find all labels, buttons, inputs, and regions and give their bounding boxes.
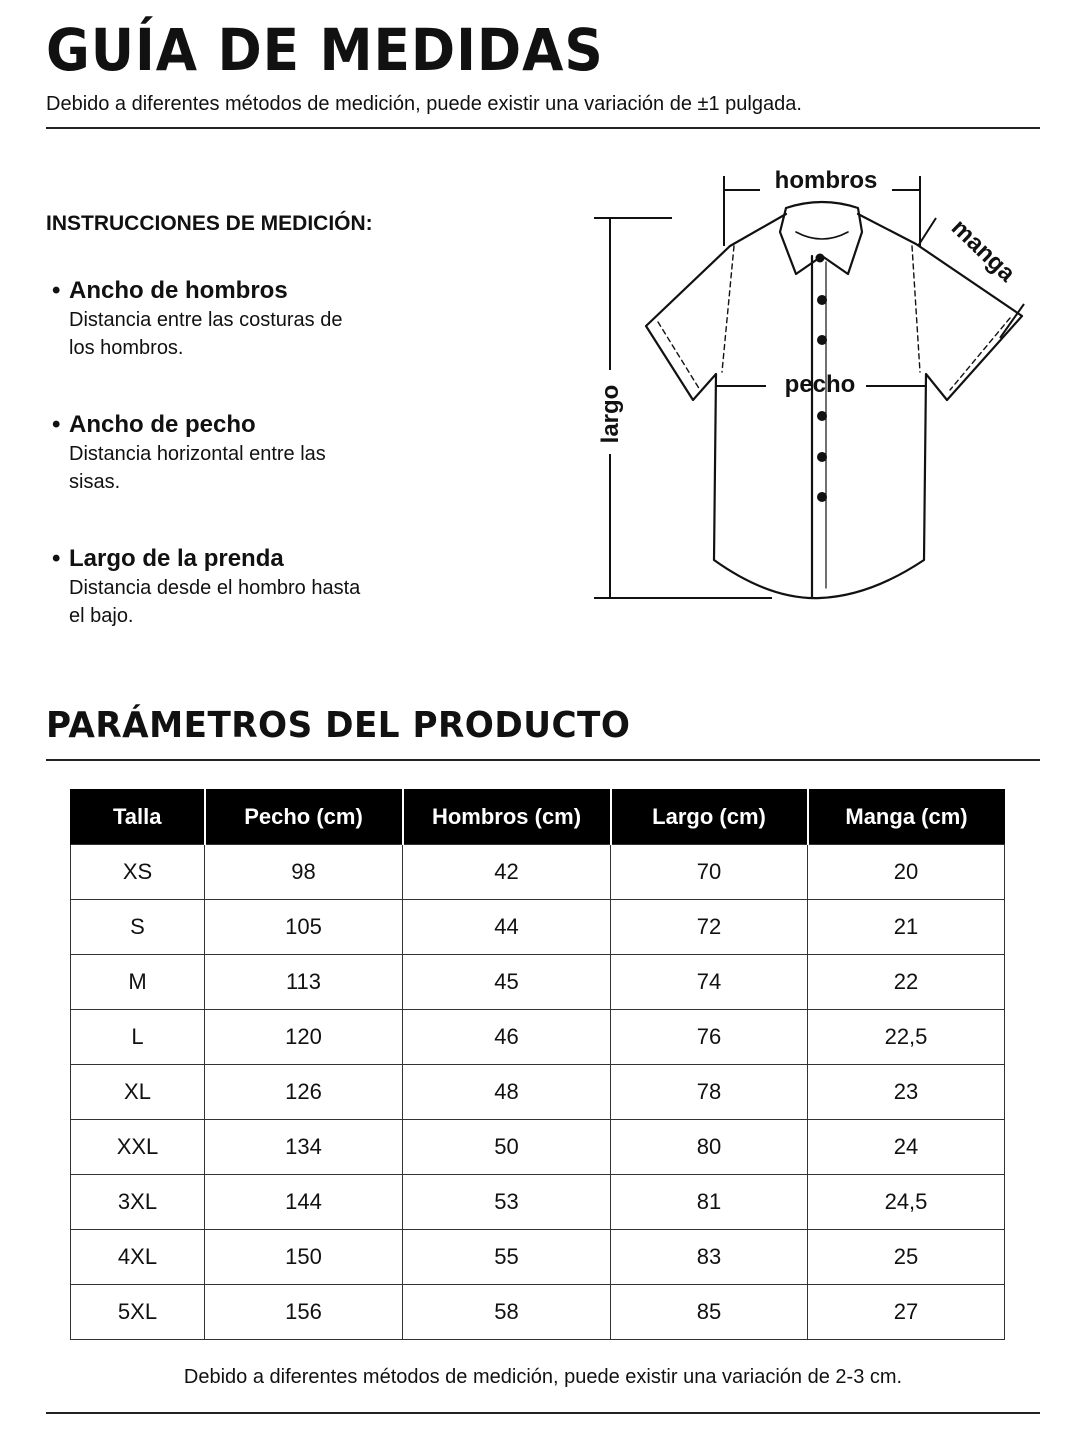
table-cell: 134 [205, 1120, 403, 1175]
table-cell: 48 [403, 1065, 611, 1120]
table-cell: 5XL [71, 1285, 205, 1340]
instruction-name: Ancho de pecho [69, 411, 256, 438]
instruction-name: Ancho de hombros [69, 277, 288, 304]
table-cell: 25 [808, 1230, 1005, 1285]
table-row [71, 1230, 1005, 1285]
table-row [71, 1175, 1005, 1230]
column-header: Pecho (cm) [205, 789, 403, 845]
page-subtitle: Debido a diferentes métodos de medición, puede existir una variación de ±1 pulgada. [46, 93, 802, 115]
label-chest: pecho [784, 371, 856, 398]
divider [46, 127, 1040, 129]
table-cell: 27 [808, 1285, 1005, 1340]
table-row [71, 1120, 1005, 1175]
instruction-item-chest [52, 410, 412, 496]
table-cell: 150 [205, 1230, 403, 1285]
table-header-row [71, 789, 1005, 845]
table-cell: 72 [611, 900, 808, 955]
instruction-desc: Distancia desde el hombro hasta el bajo. [69, 577, 361, 627]
table-cell: 22,5 [808, 1010, 1005, 1065]
shirt-diagram [580, 160, 1040, 620]
label-shoulders: hombros [774, 167, 878, 194]
table-cell: 50 [403, 1120, 611, 1175]
table-cell: 126 [205, 1065, 403, 1120]
table-cell: 58 [403, 1285, 611, 1340]
table-cell: 45 [403, 955, 611, 1010]
table-cell: 23 [808, 1065, 1005, 1120]
footnote: Debido a diferentes métodos de medición, puede existir una variación de 2-3 cm. [183, 1366, 903, 1388]
table-cell: 22 [808, 955, 1005, 1010]
instructions-heading: INSTRUCCIONES DE MEDICIÓN: [46, 212, 373, 235]
instruction-name: Largo de la prenda [69, 545, 284, 572]
table-cell: 80 [611, 1120, 808, 1175]
table-cell: 20 [808, 845, 1005, 900]
bullet-icon: • [52, 411, 61, 438]
table-cell: S [71, 900, 205, 955]
table-cell: 53 [403, 1175, 611, 1230]
column-header: Talla [71, 789, 205, 845]
divider [46, 1412, 1040, 1414]
table-cell: L [71, 1010, 205, 1065]
table-cell: 81 [611, 1175, 808, 1230]
table-cell: 4XL [71, 1230, 205, 1285]
table-cell: 24,5 [808, 1175, 1005, 1230]
label-sleeve: manga [946, 214, 1021, 288]
instruction-desc: Distancia horizontal entre las sisas. [69, 443, 326, 493]
instruction-item-shoulders [52, 276, 412, 362]
instruction-desc: Distancia entre las costuras de los hombros. [69, 309, 343, 359]
table-row [71, 845, 1005, 900]
table-row [71, 1010, 1005, 1065]
bullet-icon: • [52, 277, 61, 304]
table-cell: 85 [611, 1285, 808, 1340]
table-cell: 74 [611, 955, 808, 1010]
table-cell: 70 [611, 845, 808, 900]
column-header: Hombros (cm) [403, 789, 611, 845]
table-title: PARÁMETROS DEL PRODUCTO [46, 705, 631, 746]
table-cell: 21 [808, 900, 1005, 955]
table-cell: 76 [611, 1010, 808, 1065]
table-cell: 156 [205, 1285, 403, 1340]
table-cell: 24 [808, 1120, 1005, 1175]
table-cell: 78 [611, 1065, 808, 1120]
table-cell: 46 [403, 1010, 611, 1065]
table-cell: 3XL [71, 1175, 205, 1230]
table-cell: 44 [403, 900, 611, 955]
table-row [71, 1285, 1005, 1340]
size-table [70, 789, 1005, 1340]
table-cell: 98 [205, 845, 403, 900]
bullet-icon: • [52, 545, 61, 572]
shirt-icon [646, 202, 1022, 598]
table-cell: XL [71, 1065, 205, 1120]
table-cell: 113 [205, 955, 403, 1010]
divider [46, 759, 1040, 761]
table-cell: XXL [71, 1120, 205, 1175]
table-cell: 144 [205, 1175, 403, 1230]
table-cell: 55 [403, 1230, 611, 1285]
table-cell: XS [71, 845, 205, 900]
table-row [71, 955, 1005, 1010]
table-cell: 42 [403, 845, 611, 900]
column-header: Manga (cm) [808, 789, 1005, 845]
table-row [71, 1065, 1005, 1120]
table-cell: 83 [611, 1230, 808, 1285]
table-cell: 105 [205, 900, 403, 955]
table-cell: 120 [205, 1010, 403, 1065]
page-title: GUÍA DE MEDIDAS [46, 16, 604, 84]
column-header: Largo (cm) [611, 789, 808, 845]
table-cell: M [71, 955, 205, 1010]
table-row [71, 900, 1005, 955]
label-length: largo [597, 384, 624, 444]
instruction-item-length [52, 544, 412, 630]
